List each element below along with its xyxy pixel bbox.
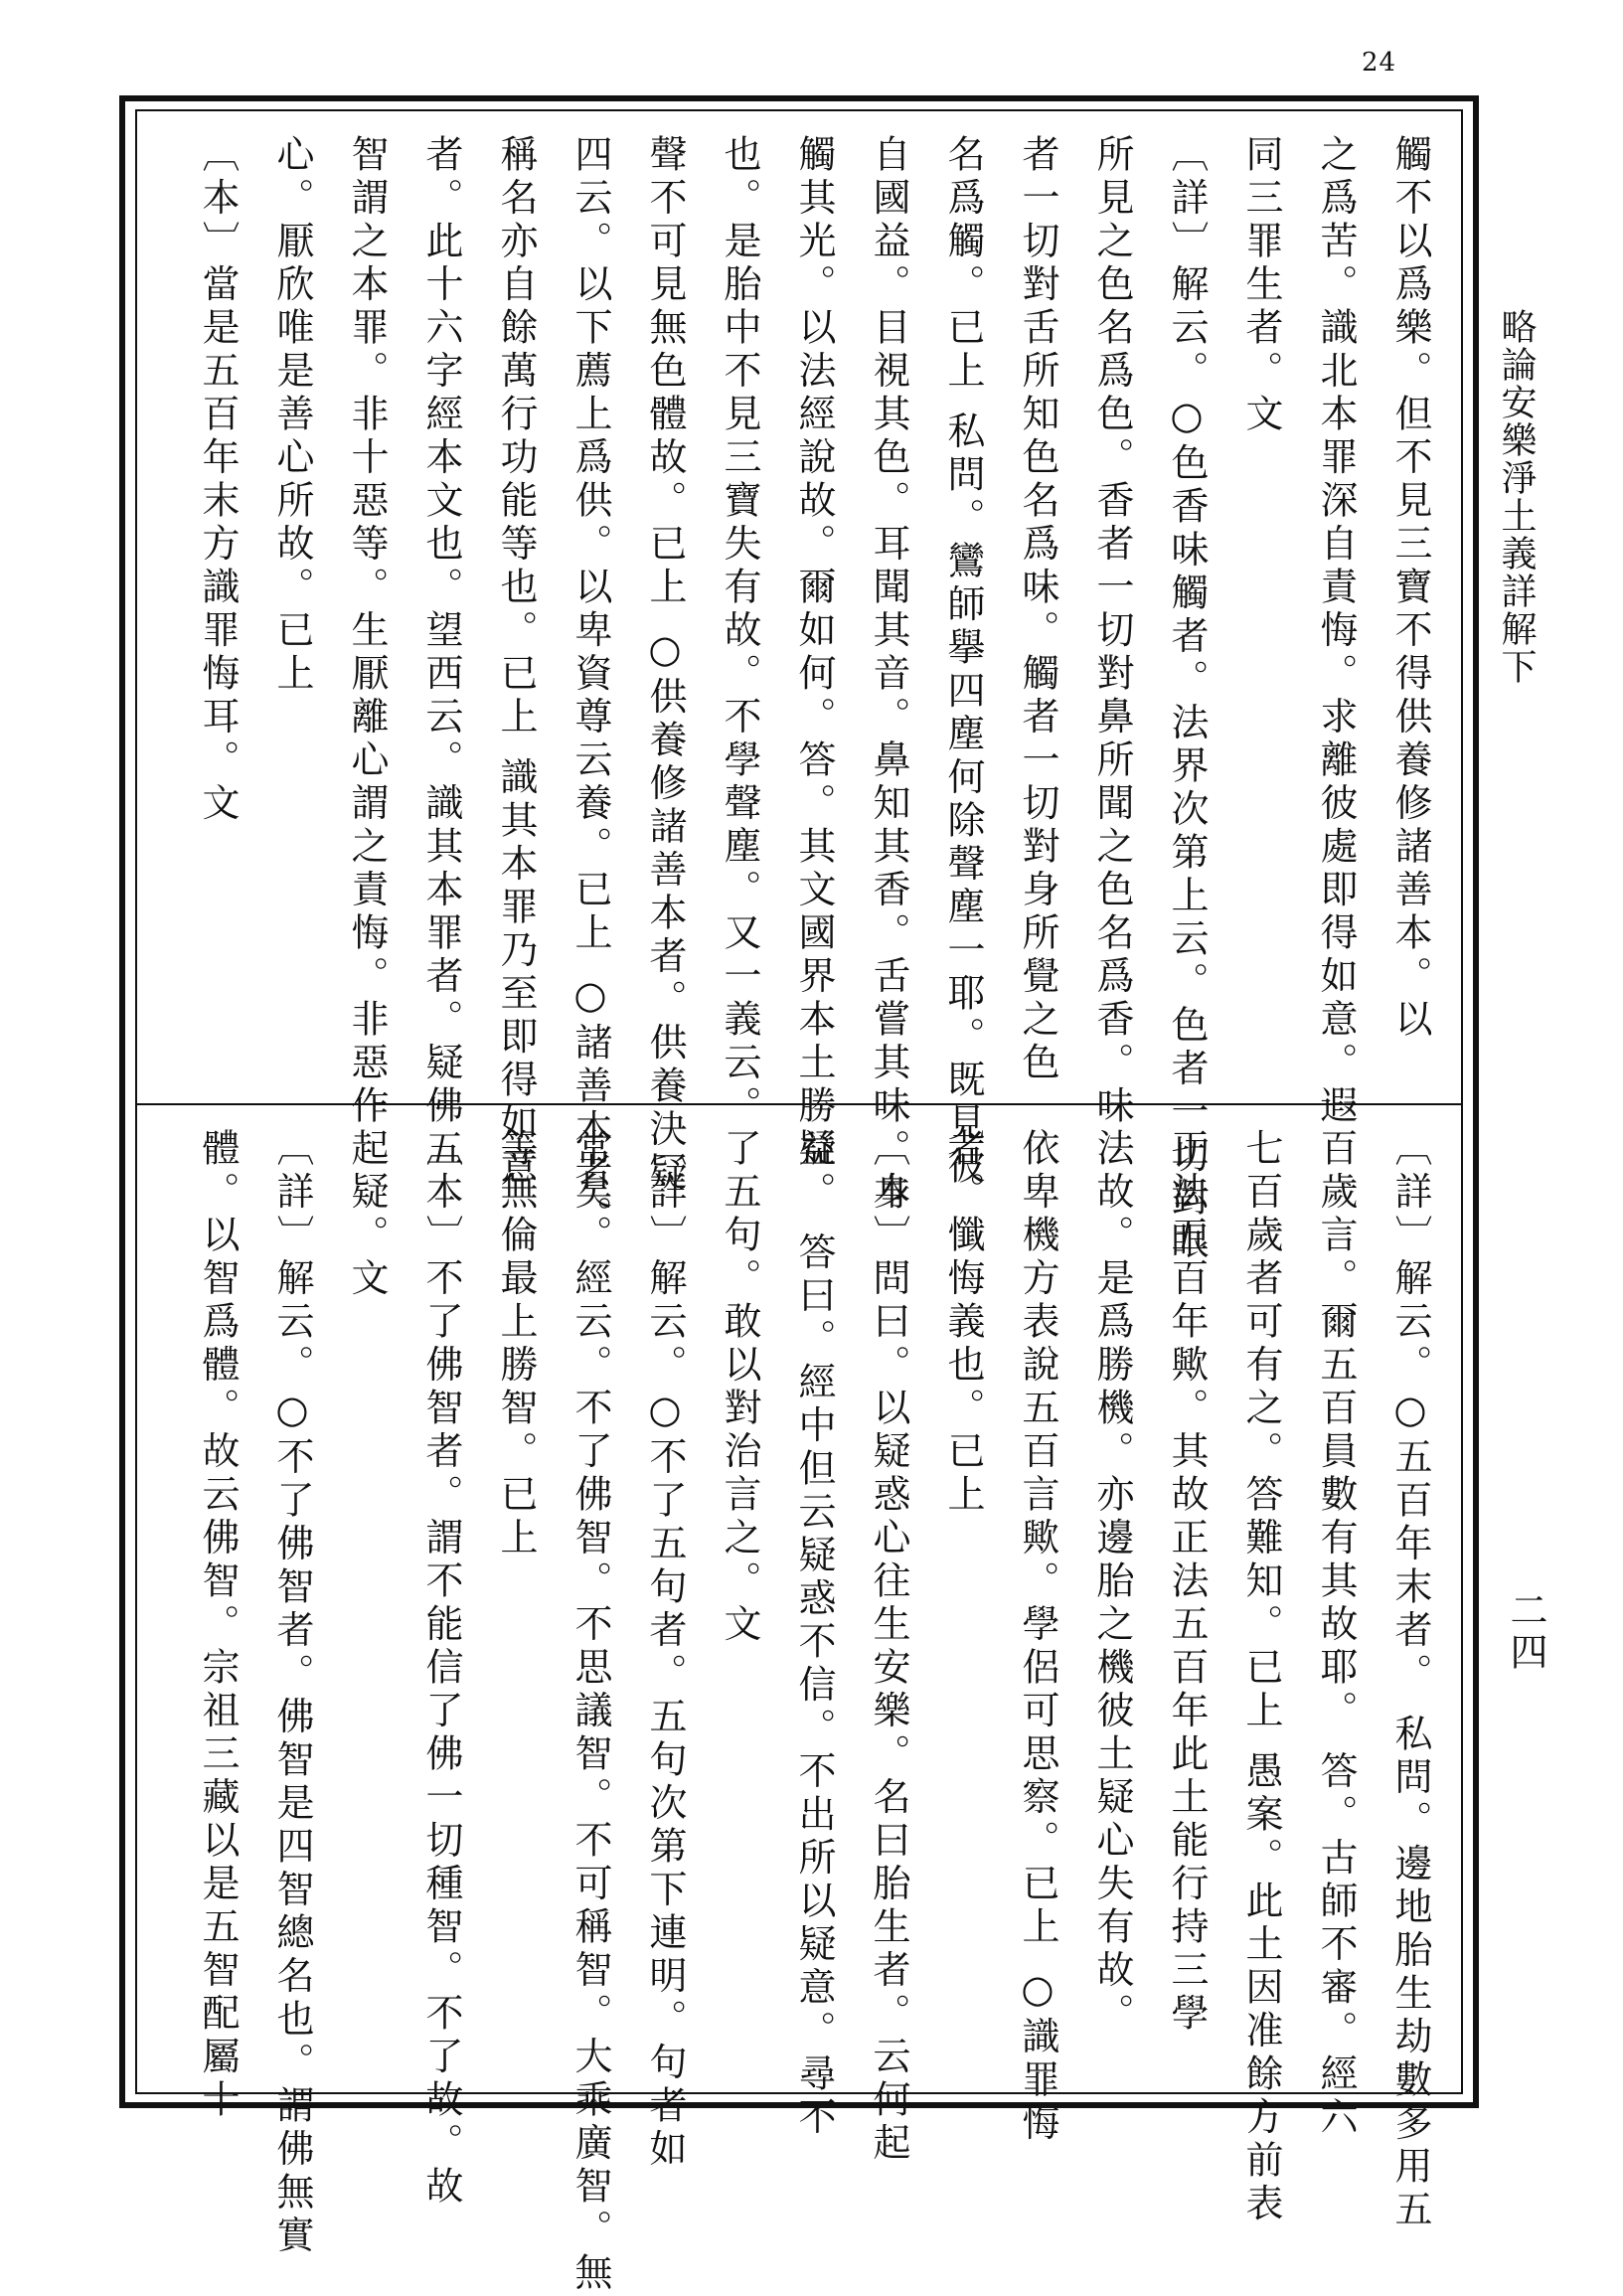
- lower-column: 〔本〕問曰。以疑惑心往生安樂。名曰胎生者。云何起: [867, 1128, 910, 2166]
- upper-column: 〔本〕當是五百年末方識罪悔耳。文: [196, 134, 240, 826]
- lower-column: 疑。 答曰。經中但云疑惑不信。不出所以疑意。尋不: [792, 1128, 836, 2141]
- upper-column: 〔詳〕解云。○色香味觸者。法界次第上云。色者一切對眼: [1165, 134, 1209, 1264]
- upper-column: 觸不以爲樂。但不見三寶不得供養修諸善本。以: [1388, 134, 1432, 1043]
- upper-column: 智謂之本罪。非十惡等。生厭離心謂之責悔。非惡作: [345, 134, 389, 1129]
- upper-column: 四云。以下薦上爲供。以卑資尊云養。已上 ○諸善本者。: [568, 134, 612, 1239]
- lower-column: 〔詳〕解云。○五百年末者。 私問。邊地胎生劫數多用五: [1388, 1128, 1432, 2233]
- upper-column: 名爲觸。已上 私問。鸞師擧四塵何除聲塵一耶。既見彼: [941, 134, 985, 1190]
- lower-column: 〔本〕不了佛智者。謂不能信了佛一切種智。不了故。故: [419, 1128, 463, 2210]
- lower-column: 七百歲者可有之。答難知。已上 愚案。此土因准餘方前表: [1239, 1128, 1283, 2227]
- lower-column: 百歲言。爾五百員數有其故耶。 答。古師不審。經六: [1314, 1128, 1358, 2141]
- upper-column: 聲不可見無色體故。已上 ○供養修諸善本者。供養決疑: [643, 134, 687, 1196]
- running-title: 略論安樂淨土義詳解下: [1496, 308, 1537, 686]
- upper-column: 者一切對舌所知色名爲味。觸者一切對身所覺之色: [1016, 134, 1059, 1085]
- upper-column: 者。此十六字經本文也。望西云。識其本罪者。疑佛五: [419, 134, 463, 1172]
- lower-column: 等無倫最上勝智。已上: [494, 1128, 538, 1560]
- upper-column: 稱名亦自餘萬行功能等也。已上 識其本罪乃至即得如意: [494, 134, 538, 1190]
- lower-column: 了五句。敢以對治言之。文: [718, 1128, 761, 1647]
- lower-column: 常矣。經云。不了佛智。不思議智。不可稱智。大乘廣智。無: [568, 1128, 612, 2296]
- lower-column: 〔詳〕解云。○不了五句者。五句次第下連明。句者如: [643, 1128, 687, 2172]
- lower-column: 者。懺悔義也。已上: [941, 1128, 985, 1518]
- upper-column: 之爲苦。識北本罪深自責悔。求離彼處即得如意。遐: [1314, 134, 1358, 1129]
- upper-column: 心。厭欣唯是善心所故。已上: [270, 134, 314, 697]
- lower-column: 〔詳〕解云。○不了佛智者。佛智是四智總名也。謂佛無實: [270, 1128, 314, 2258]
- lower-column: 法故。是爲勝機。亦邊胎之機彼土疑心失有故。: [1090, 1128, 1134, 2037]
- page-number-top: 24: [1362, 48, 1397, 78]
- upper-column: 也。是胎中不見三寶失有故。不學聲塵。又一義云。: [718, 134, 761, 1129]
- upper-column: 所見之色名爲色。香者一切對鼻所聞之色名爲香。味: [1090, 134, 1134, 1129]
- lower-column: 依卑機方表說五百言歟。學侶可思察。已上 ○識罪悔: [1016, 1128, 1059, 2147]
- lower-column: 起疑。文: [345, 1128, 389, 1301]
- upper-column: 自國益。目視其色。耳聞其音。鼻知其香。舌嘗其味。身: [867, 134, 910, 1216]
- lower-column: 正法五百年歟。其故正法五百年此土能行持三學: [1165, 1128, 1209, 2037]
- upper-column: 同三罪生者。文: [1239, 134, 1283, 437]
- lower-column: 體。以智爲體。故云佛智。宗祖三藏以是五智配屬十: [196, 1128, 240, 2123]
- upper-column: 觸其光。以法經說故。爾如何。答。其文國界本土勝益: [792, 134, 836, 1172]
- margin-page-number: 二四: [1504, 1590, 1547, 1674]
